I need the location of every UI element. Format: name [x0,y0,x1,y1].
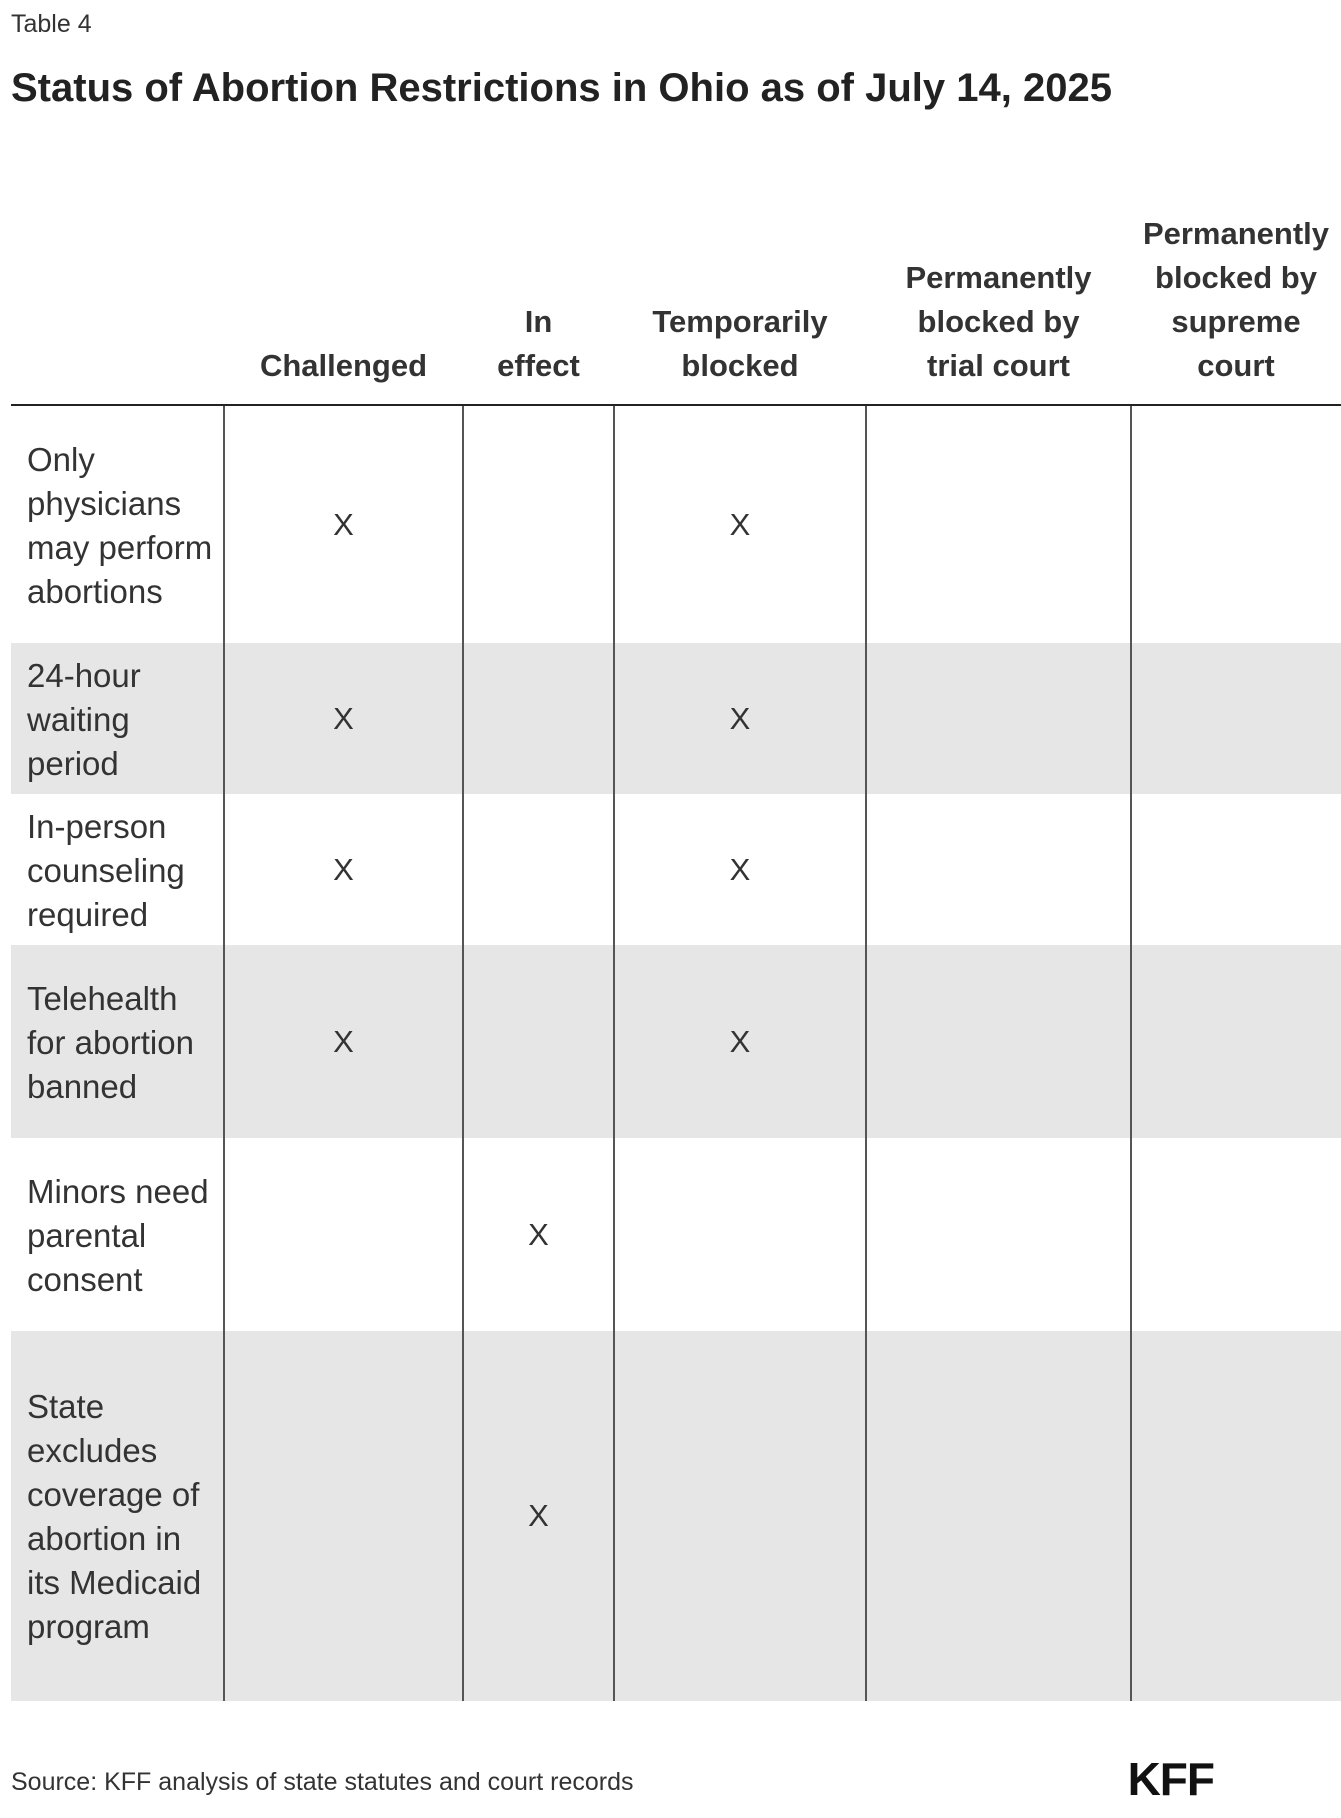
header-cell-challenged: Challenged [224,140,463,405]
table-label: Table 4 [11,10,92,38]
table-row [11,794,1341,945]
table-cell [1131,945,1341,1138]
table-cell [224,1331,463,1701]
table-cell [1131,643,1341,794]
table-cell: X [614,405,866,643]
source-note: Source: KFF analysis of state statutes and court records [11,1768,634,1796]
header-cell-empty [11,140,224,405]
table-cell: X [224,945,463,1138]
table-cell [463,794,614,945]
header-cell-permanently-blocked-supreme: Permanently blocked by supreme court [1131,140,1341,405]
table-cell: X [224,643,463,794]
table-row [11,1138,1341,1331]
table-row [11,643,1341,794]
table-cell [614,1331,866,1701]
table-cell [866,1331,1131,1701]
header-cell-temporarily-blocked: Temporarily blocked [614,140,866,405]
table-cell [866,945,1131,1138]
table-cell: X [224,794,463,945]
table-cell [1131,1331,1341,1701]
row-label: State excludes coverage of abortion in its Medicaid program [11,1331,224,1701]
table-cell [614,1138,866,1331]
row-label: Only physicians may perform abortions [27,440,213,610]
table-cell: X [463,1331,614,1701]
kff-logo: KFF [1127,1753,1214,1805]
table-cell [463,405,614,643]
table-cell [1131,794,1341,945]
table-cell [866,1138,1131,1331]
table-cell [866,405,1131,643]
row-label: Telehealth for abortion banned [11,945,224,1138]
row-label: In-person counseling required [27,807,185,933]
header-cell-permanently-blocked-trial: Permanently blocked by trial court [866,140,1131,405]
table-cell [463,945,614,1138]
row-label: Minors need parental consent [27,1172,209,1298]
table-cell [1131,1138,1341,1331]
table-cell [866,643,1131,794]
row-label: 24-hour waiting period [11,643,224,794]
table-cell: X [614,794,866,945]
header-row [11,140,1341,405]
table-cell [866,794,1131,945]
restrictions-table [11,140,1341,1701]
table-cell [224,1138,463,1331]
table-cell: X [614,945,866,1138]
table-cell [1131,405,1341,643]
table-row [11,1331,1341,1701]
table-cell: X [463,1138,614,1331]
table-row [11,405,1341,643]
table-cell: X [224,405,463,643]
table-cell [463,643,614,794]
header-cell-in-effect: In effect [463,140,614,405]
table-cell: X [614,643,866,794]
table-title: Status of Abortion Restrictions in Ohio as of July 14, 2025 [11,66,1112,110]
table-row [11,945,1341,1138]
table-container [11,140,1330,1705]
